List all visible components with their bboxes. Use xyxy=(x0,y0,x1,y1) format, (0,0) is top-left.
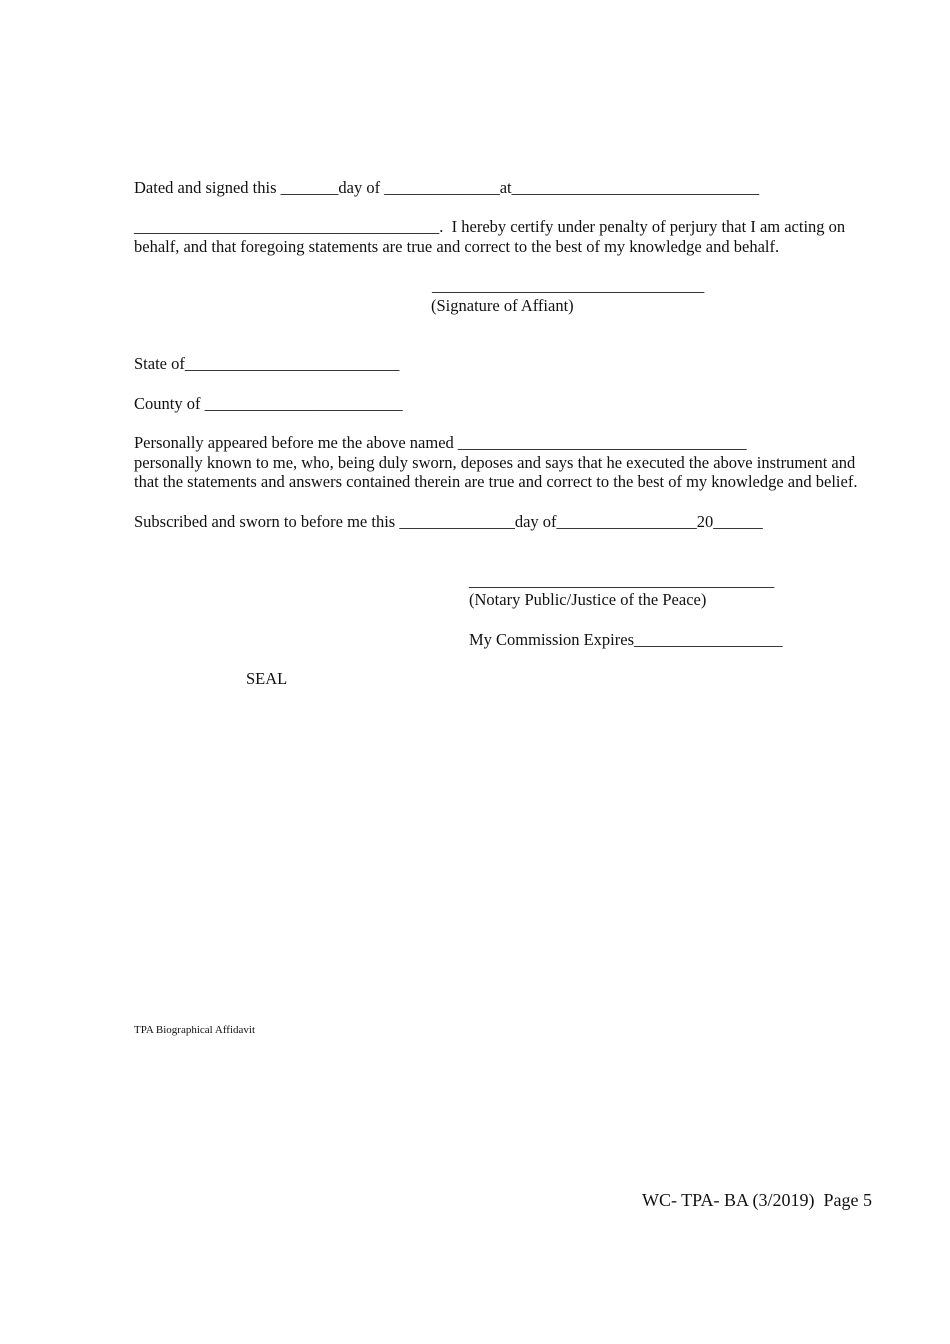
appeared-line-3: that the statements and answers contained therein are true and correct to the best of my knowledge and belief. xyxy=(134,472,858,491)
appeared-line-2: personally known to me, who, being duly sworn, deposes and says that he executed the above instrument and xyxy=(134,453,856,472)
dated-signed-line: Dated and signed this _______day of ______________at______________________________ xyxy=(134,178,760,197)
subscribed-line: Subscribed and sworn to before me this ______________day of_________________20______ xyxy=(134,512,763,531)
notary-signature-line: _____________________________________ xyxy=(469,571,775,590)
certify-line-2: behalf, and that foregoing statements are true and correct to the best of my knowledge and behalf. xyxy=(134,237,780,256)
certify-line-1: _____________________________________. I hereby certify under penalty of perjury that I am acting on xyxy=(134,217,846,236)
county-of-field: County of ________________________ xyxy=(134,394,403,413)
commission-expires-line: My Commission Expires__________________ xyxy=(469,630,783,649)
appeared-line-1: Personally appeared before me the above named ___________________________________ xyxy=(134,433,747,452)
seal-label: SEAL xyxy=(246,669,288,688)
affiant-signature-line: _________________________________ xyxy=(432,276,705,295)
notary-caption: (Notary Public/Justice of the Peace) xyxy=(469,590,707,609)
footer-form-page: WC- TPA- BA (3/2019) Page 5 xyxy=(642,1190,873,1210)
footer-title: TPA Biographical Affidavit xyxy=(134,1024,255,1036)
state-of-field: State of__________________________ xyxy=(134,354,400,373)
affiant-caption: (Signature of Affiant) xyxy=(431,296,574,315)
